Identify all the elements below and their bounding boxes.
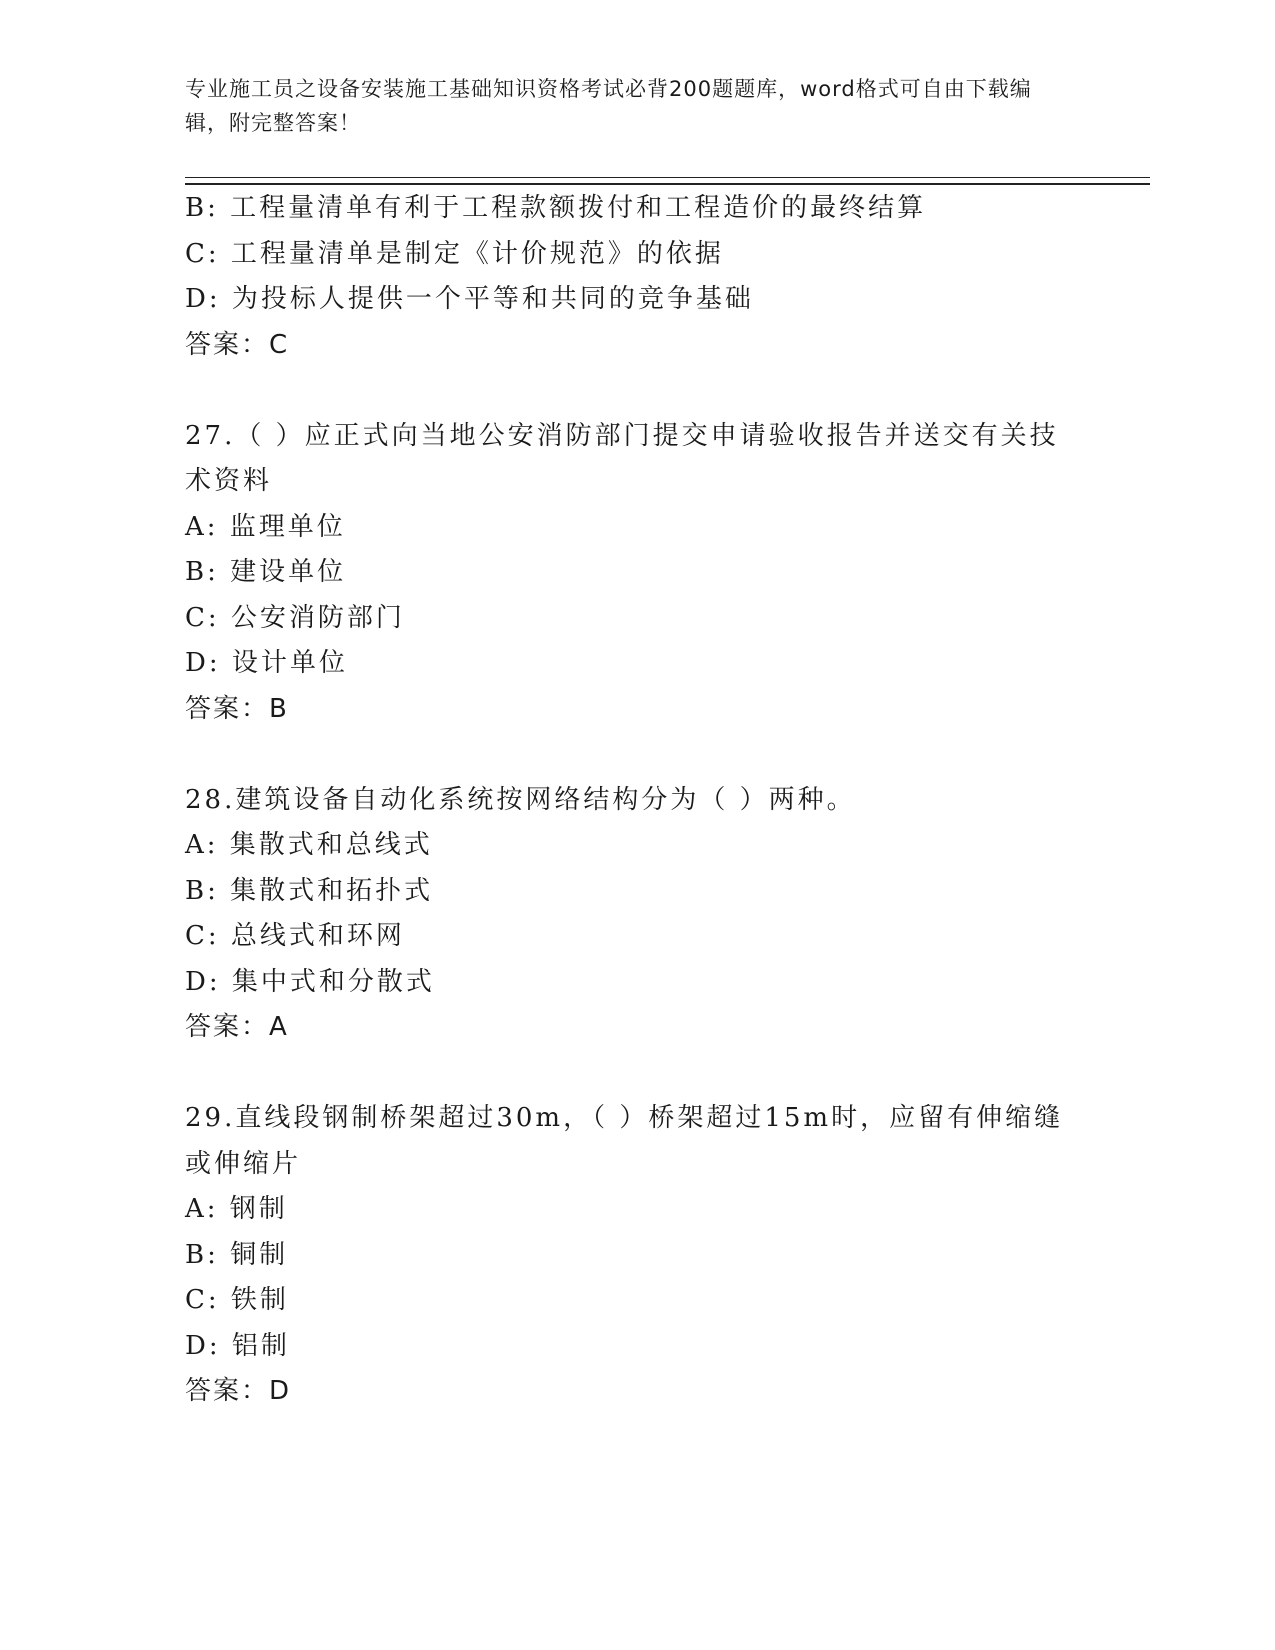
question-stem: 27.（ ）应正式向当地公安消防部门提交申请验收报告并送交有关技术资料 [185,420,1059,496]
spacer [185,368,1115,414]
option-line: C: 总线式和环网 [185,921,405,951]
answer-line: 答案：B [185,693,289,724]
question-block [185,778,1115,1051]
option-line: A: 集散式和总线式 [185,830,433,860]
answer-line: 答案：D [185,1376,292,1406]
page-header-text: 专业施工员之设备安装施工基础知识资格考试必背200题题库，word格式可自由下载编辑，附完整答案！ [185,77,1032,135]
option-line: C: 公安消防部门 [185,602,405,633]
spacer [185,1051,1115,1097]
option-line: D: 为投标人提供一个平等和共同的竞争基础 [185,284,754,314]
prev-question-block [185,186,1115,368]
option-line: D: 集中式和分散式 [185,966,435,997]
spacer [185,732,1115,778]
question-stem: 28.建筑设备自动化系统按网络结构分为（ ）两种。 [185,784,856,815]
option-line: B: 集散式和拓扑式 [185,875,434,906]
answer-line: 答案：A [185,1012,289,1042]
question-block [185,1096,1115,1415]
option-line: A: 钢制 [185,1194,288,1224]
option-line: D: 设计单位 [185,648,348,678]
answer-line: 答案：C [185,329,290,360]
option-line: A: 监理单位 [185,511,346,542]
question-stem: 29.直线段钢制桥架超过30m，（ ）桥架超过15m时，应留有伸缩缝或伸缩片 [185,1103,1064,1179]
header-divider [185,177,1150,185]
question-content [185,186,1115,1415]
option-line: B: 建设单位 [185,557,347,587]
option-line: C: 工程量清单是制定《计价规范》的依据 [185,238,724,269]
option-line: B: 工程量清单有利于工程款额拨付和工程造价的最终结算 [185,193,927,223]
option-line: C: 铁制 [185,1285,289,1315]
option-line: B: 铜制 [185,1239,289,1270]
question-block [185,414,1115,733]
option-line: D: 铝制 [185,1330,290,1361]
